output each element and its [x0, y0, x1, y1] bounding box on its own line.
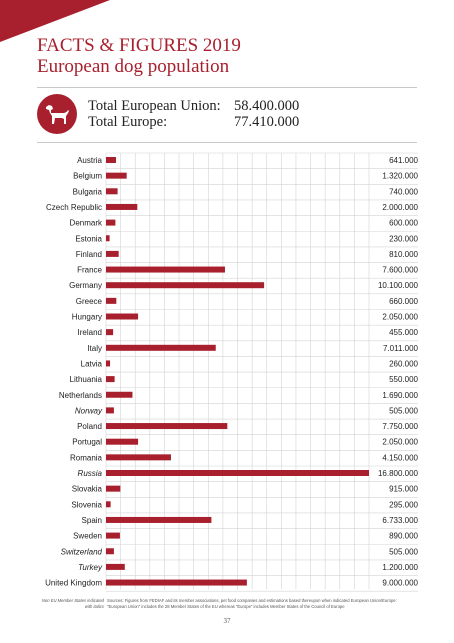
footnote-italics: Non EU Member States indicated with italics [41, 598, 104, 609]
value-label: 810.000 [389, 249, 418, 259]
bar [106, 580, 247, 586]
value-label: 600.000 [389, 218, 418, 228]
value-label: 1.320.000 [382, 171, 418, 181]
bar [106, 314, 138, 320]
bar [106, 251, 119, 257]
value-label: 6.733.000 [382, 515, 418, 525]
bar [106, 329, 113, 335]
category-label: France [77, 265, 102, 275]
value-label: 4.150.000 [382, 453, 418, 463]
value-label: 7.750.000 [382, 422, 418, 432]
value-label: 550.000 [389, 375, 418, 385]
value-label: 890.000 [389, 531, 418, 541]
category-label: Sweden [73, 531, 102, 541]
value-label: 2.050.000 [382, 437, 418, 447]
bar [106, 188, 118, 194]
category-label: Ireland [77, 328, 102, 338]
category-label: Russia [77, 469, 102, 478]
category-label: Greece [75, 296, 102, 306]
page-number: 37 [223, 617, 231, 625]
total-eu-label: Total European Union: [88, 98, 221, 114]
bar [106, 517, 211, 523]
bar [106, 439, 138, 445]
category-label: Austria [77, 156, 102, 165]
bar [106, 267, 225, 273]
bar [106, 360, 110, 366]
value-label: 7.600.000 [382, 265, 418, 275]
category-label: Turkey [78, 562, 102, 572]
title-line-1: FACTS & FIGURES 2019 [37, 35, 241, 56]
bar [106, 548, 114, 554]
value-label: 10.100.000 [377, 281, 418, 291]
value-label: 505.000 [389, 406, 418, 416]
bar [106, 345, 216, 351]
category-label: Norway [74, 406, 102, 416]
value-label: 295.000 [389, 500, 418, 510]
value-label: 260.000 [389, 359, 418, 369]
category-label: Latvia [80, 359, 102, 369]
category-label: Poland [77, 422, 102, 432]
value-label: 9.000.000 [382, 578, 418, 588]
category-label: Portugal [72, 437, 102, 447]
bar [106, 298, 116, 304]
value-label: 660.000 [389, 296, 418, 306]
bar [106, 376, 115, 382]
value-label: 641.000 [389, 156, 418, 165]
value-label: 2.050.000 [382, 312, 418, 322]
value-label: 7.011.000 [383, 343, 418, 353]
bar [106, 501, 111, 507]
bar [106, 486, 120, 492]
category-label: Spain [81, 515, 102, 525]
bar [106, 235, 110, 241]
category-label: Denmark [69, 218, 102, 228]
category-label: Slovenia [71, 500, 102, 510]
category-label: Bulgaria [72, 187, 102, 197]
value-label: 2.000.000 [382, 202, 418, 212]
category-label: Belgium [73, 171, 102, 181]
footnote-sources: Sources: Figures from FEDIAF and its member associations, pet food companies and estimations based thereupon when indicated European Union/Europe: "European Union" includes the 28 Member States of the EU whereas "Europe" includes Member States of the Council of Europe [107, 598, 397, 609]
bar [106, 407, 114, 413]
value-label: 1.200.000 [382, 562, 418, 572]
category-label: Czech Republic [45, 202, 102, 212]
category-label: Estonia [75, 234, 102, 244]
value-label: 16.800.000 [377, 469, 418, 478]
bar [106, 423, 227, 429]
bar [106, 282, 264, 288]
value-label: 915.000 [389, 484, 418, 494]
category-label: Switzerland [60, 547, 102, 557]
value-label: 505.000 [389, 547, 418, 557]
category-label: Hungary [71, 312, 102, 322]
bar [106, 533, 120, 539]
category-label: Slovakia [71, 484, 102, 494]
category-label: Lithuania [69, 375, 102, 385]
category-label: Finland [75, 249, 102, 259]
title-line-2: European dog population [37, 56, 230, 77]
value-label: 1.690.000 [382, 390, 418, 400]
bar [106, 220, 115, 226]
category-label: Italy [87, 343, 102, 353]
total-europe-value: 77.410.000 [234, 114, 300, 130]
total-eu-value: 58.400.000 [234, 98, 300, 114]
bar [106, 470, 369, 476]
category-label: United Kingdom [45, 578, 102, 588]
bar [106, 204, 137, 210]
category-label: Netherlands [58, 390, 102, 400]
value-label: 230.000 [389, 234, 418, 244]
bar [106, 564, 125, 570]
value-label: 455.000 [389, 328, 418, 338]
bar [106, 454, 171, 460]
bar [106, 173, 127, 179]
total-europe-label: Total Europe: [88, 114, 168, 130]
category-label: Romania [69, 453, 102, 463]
bar [106, 157, 116, 163]
category-label: Germany [69, 281, 102, 291]
value-label: 740.000 [389, 187, 418, 197]
bar [106, 392, 132, 398]
